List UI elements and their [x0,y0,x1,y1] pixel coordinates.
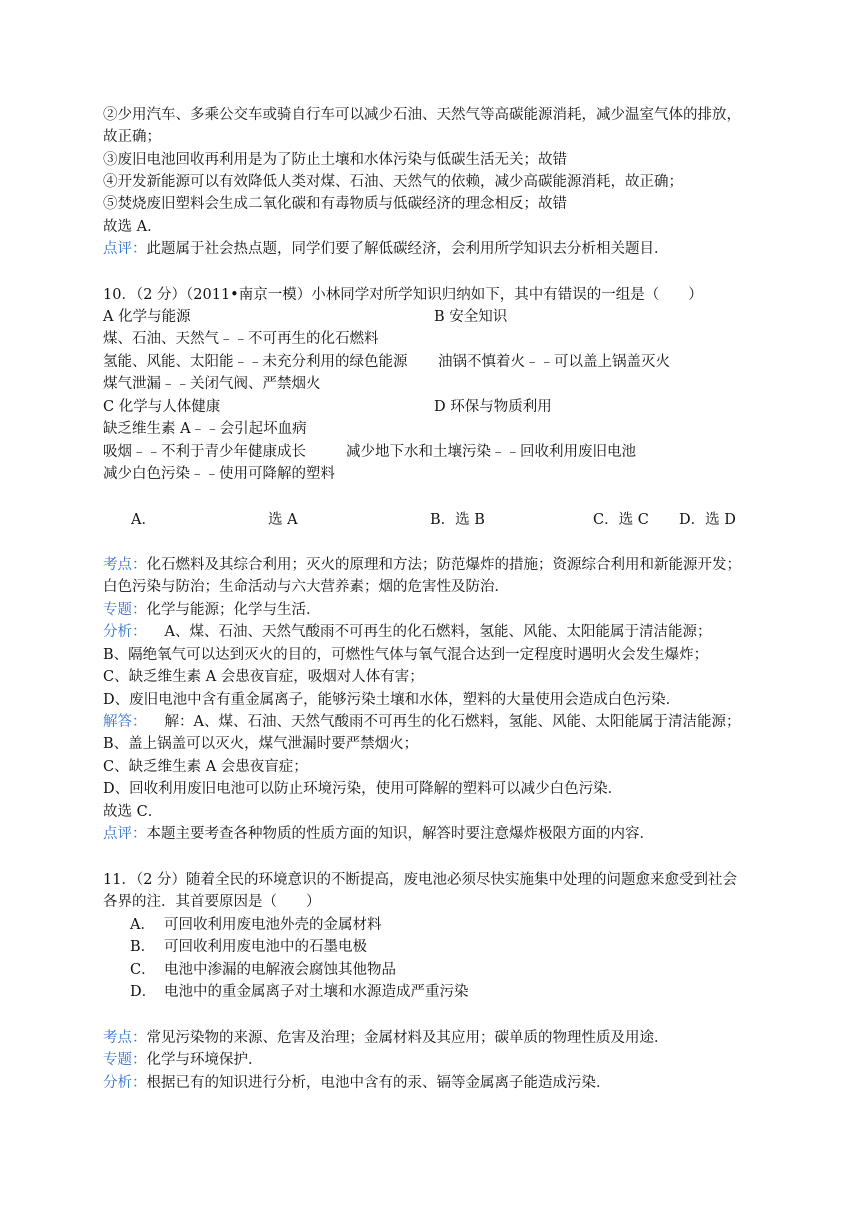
q10-group-b-item: 油锅不慎着火﹣﹣可以盖上锅盖灭火 [438,354,670,370]
zhuanti-text: 化学与环境保护． [146,1052,263,1068]
q10-zhuanti [103,599,321,621]
q11-option-b [130,936,367,958]
q9-line: ③废旧电池回收再利用是为了防止土壤和水体污染与低碳生活无关；故错 [103,152,567,168]
q9-line: ④开发新能源可以有效降低人类对煤、石油、天然气的依赖，减少高碳能源消耗，故正确； [103,174,683,190]
option-letter: B． [130,939,156,955]
kaodian-label: 考点： [103,1030,147,1046]
q10-jieda [103,711,740,733]
q10-fenxi [103,621,711,643]
dianping-label: 点评： [103,826,147,842]
q11-stem: 11．（2 分）随着全民的环境意识的不断提高，废电池必须尽快实施集中处理的问题愈来愈受到社会 [103,872,738,888]
q11-option-d [130,981,469,1003]
q10-fenxi-line: B、隔绝氧气可以达到灭火的目的，可燃性气体与氧气混合达到一定程度时遇明火会发生爆炸； [103,647,709,663]
q10-jieda-line: D、回收利用废旧电池可以防止环境污染，使用可降解的塑料可以减少白色污染． [103,781,623,797]
option-text: 电池中的重金属离子对土壤和水源造成严重污染 [164,984,469,1000]
q11-option-a [130,914,382,936]
zhuanti-label: 专题： [103,1052,147,1068]
q10-kaodian [103,554,741,576]
dianping-text: 本题主要考查各种物质的性质方面的知识，解答时要注意爆炸极限方面的内容． [146,826,654,842]
q10-fenxi-line: D、废旧电池中含有重金属离子，能够污染土壤和水体，塑料的大量使用会造成白色污染． [103,692,681,708]
q9-answer: 故选 A． [103,219,162,235]
q10-option-b: B．选 B [430,512,485,528]
q10-option-a-text: 选 A [268,512,298,528]
q10-option-a-letter: A． [131,512,156,528]
review-label: 点评： [103,241,147,257]
q10-group-c-item: 缺乏维生素 A﹣﹣会引起坏血病 [103,421,307,437]
q10-group-d-title: D 环保与物质利用 [434,399,552,415]
fenxi-text: A、煤、石油、天然气酸雨不可再生的化石燃料，氢能、风能、太阳能属于清洁能源； [164,624,712,640]
q10-jieda-line: C、缺乏维生素 A 会患夜盲症； [103,759,308,775]
fenxi-label: 分析： [103,624,147,640]
kaodian-text: 化石燃料及其综合利用；灭火的原理和方法；防范爆炸的措施；资源综合利用和新能源开发； [146,557,741,573]
jieda-label: 解答： [103,714,147,730]
q10-answer: 故选 C． [103,804,163,820]
kaodian-text: 常见污染物的来源、危害及治理；金属材料及其应用；碳单质的物理性质及用途． [146,1030,669,1046]
q10-group-a-title: A 化学与能源 [103,309,191,325]
q10-group-c-title: C 化学与人体健康 [103,399,221,415]
q10-option-c: C．选 C [593,512,649,528]
q10-group-a-item: 煤、石油、天然气﹣﹣不可再生的化石燃料 [103,331,379,347]
zhuanti-label: 专题： [103,602,147,618]
q11-stem-cont: 各界的注．其首要原因是（ ） [103,894,321,910]
q10-option-d: D．选 D [679,512,736,528]
kaodian-label: 考点： [103,557,147,573]
q9-review [103,238,669,260]
q10-group-b-title: B 安全知识 [434,309,508,325]
q10-dianping [103,823,654,845]
q11-fenxi [103,1072,611,1094]
option-text: 可回收利用废电池外壳的金属材料 [164,917,382,933]
q11-option-c [130,959,396,981]
q9-line: 故正确； [103,129,161,145]
option-letter: D． [130,984,157,1000]
q10-group-c-item: 吸烟﹣﹣不利于青少年健康成长 [103,444,306,460]
q10-group-d-item: 减少地下水和土壤污染﹣﹣回收利用废旧电池 [346,444,636,460]
q10-kaodian-cont: 白色污染与防治；生命活动与六大营养素；烟的危害性及防治． [103,579,509,595]
review-text: 此题属于社会热点题，同学们要了解低碳经济，会利用所学知识去分析相关题目． [146,241,669,257]
option-text: 可回收利用废电池中的石墨电极 [164,939,367,955]
option-text: 电池中渗漏的电解液会腐蚀其他物品 [164,962,396,978]
q10-jieda-line: B、盖上锅盖可以灭火，煤气泄漏时要严禁烟火； [103,736,419,752]
q9-line: ②少用汽车、多乘公交车或骑自行车可以减少石油、天然气等高碳能源消耗，减少温室气体的排放， [103,107,741,123]
q10-fenxi-line: C、缺乏维生素 A 会患夜盲症，吸烟对人体有害； [103,669,424,685]
option-letter: C． [130,962,156,978]
option-letter: A． [130,917,155,933]
q11-kaodian [103,1027,669,1049]
zhuanti-text: 化学与能源；化学与生活． [146,602,321,618]
q10-group-d-item: 减少白色污染﹣﹣使用可降解的塑料 [103,466,335,482]
q10-group-a-item: 氢能、风能、太阳能﹣﹣未充分利用的绿色能源 [103,354,408,370]
q10-stem: 10．（2 分）（2011•南京一模）小林同学对所学知识归纳如下，其中有错误的一组是（ ） [103,287,703,303]
q9-line: ⑤焚烧废旧塑料会生成二氧化碳和有毒物质与低碳经济的理念相反；故错 [103,196,567,212]
q10-group-b-item: 煤气泄漏﹣﹣关闭气阀、严禁烟火 [103,376,321,392]
jieda-text: 解：A、煤、石油、天然气酸雨不可再生的化石燃料，氢能、风能、太阳能属于清洁能源； [164,714,741,730]
fenxi-text: 根据已有的知识进行分析，电池中含有的汞、镉等金属离子能造成污染． [146,1075,611,1091]
fenxi-label: 分析： [103,1075,147,1091]
q11-zhuanti [103,1049,263,1071]
